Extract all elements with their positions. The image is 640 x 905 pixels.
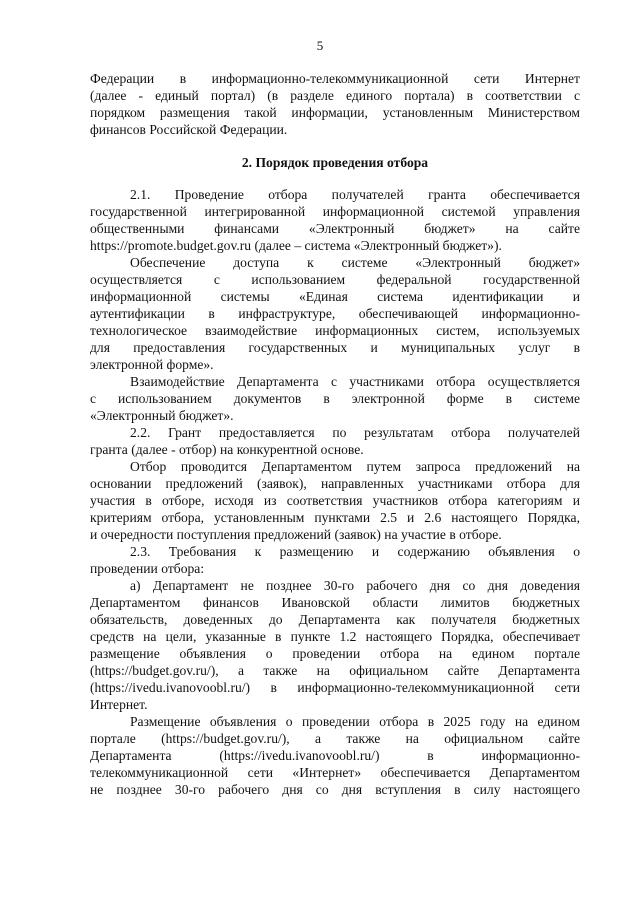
paragraph-2025: [90, 713, 580, 798]
text-line: аутентификации в инфраструктуре, обеспечивающей информационно-: [90, 306, 580, 321]
text-line: гранта (далее - отбор) на конкурентной основе.: [90, 442, 364, 457]
section-heading: 2. Порядок проведения отбора: [241, 155, 429, 170]
text-line: информационной системы «Единая система идентификации и: [90, 289, 580, 304]
text-line: государственной интегрированной информационной системой управления: [90, 204, 580, 219]
text-line: осуществляется с использованием федеральной государственной: [90, 272, 580, 287]
paragraph-continuation: [90, 70, 580, 138]
text-line: обязательств, доведенных до Департамента как получателя бюджетных: [90, 612, 580, 627]
text-line: https://promote.budget.gov.ru (далее – система «Электронный бюджет»).: [90, 238, 502, 253]
paragraph-interaction: [90, 373, 580, 424]
text-line: 2.3. Требования к размещению и содержанию объявления о: [130, 544, 580, 559]
page-number: 5: [316, 38, 324, 53]
paragraph-2-3-a: [90, 577, 580, 713]
text-line: Интернет.: [90, 697, 148, 712]
text-line: телекоммуникационной сети «Интернет» обеспечивается Департаментом: [90, 765, 580, 780]
text-line: Обеспечение доступа к системе «Электронный бюджет»: [130, 255, 580, 270]
text-line: не позднее 30-го рабочего дня со дня вступления в силу настоящего: [90, 782, 580, 797]
text-line: Департамента (https://ivedu.ivanovoobl.ru/) в информационно-: [90, 748, 580, 763]
text-line: (https://ivedu.ivanovoobl.ru/) в информационно-телекоммуникационной сети: [90, 680, 580, 695]
text-line: Департаментом финансов Ивановской области лимитов бюджетных: [90, 595, 580, 610]
text-line: основании предложений (заявок), направленных участниками отбора для: [90, 476, 580, 491]
paragraph-2-1: [90, 186, 580, 254]
text-line: финансов Российской Федерации.: [90, 122, 288, 137]
text-line: для предоставления государственных и муниципальных услуг в: [90, 340, 580, 355]
text-line: общественными финансами «Электронный бюджет» на сайте: [90, 221, 580, 236]
paragraph-2-3: [90, 543, 580, 577]
text-line: Размещение объявления о проведении отбора в 2025 году на едином: [130, 714, 580, 729]
document-body: [90, 70, 580, 798]
text-line: Взаимодействие Департамента с участниками отбора осуществляется: [130, 374, 580, 389]
text-line: портале (https://budget.gov.ru/), а также на официальном сайте: [90, 731, 580, 746]
text-line: технологическое взаимодействие информационных систем, используемых: [90, 323, 580, 338]
text-line: с использованием документов в электронной форме в системе: [90, 391, 580, 406]
text-line: Отбор проводится Департаментом путем запроса предложений на: [130, 459, 580, 474]
text-line: порядком размещения такой информации, установленным Министерством: [90, 105, 580, 120]
paragraph-2-2: [90, 424, 580, 458]
text-line: «Электронный бюджет».: [90, 408, 234, 423]
text-line: участия в отборе, исходя из соответствия участников отбора категориям и: [90, 493, 580, 508]
text-line: 2.2. Грант предоставляется по результатам отбора получателей: [130, 425, 580, 440]
text-line: средств на цели, указанные в пункте 1.2 настоящего Порядка, обеспечивает: [90, 629, 580, 644]
text-line: критериям отбора, установленным пунктами 2.5 и 2.6 настоящего Порядка,: [90, 510, 580, 525]
paragraph-access: [90, 254, 580, 373]
text-line: (далее - единый портал) (в разделе единого портала) в соответствии с: [90, 88, 580, 103]
text-line: электронной форме».: [90, 357, 214, 372]
text-line: а) Департамент не позднее 30-го рабочего дня со дня доведения: [130, 578, 580, 593]
text-line: размещение объявления о проведении отбора на едином портале: [90, 646, 580, 661]
text-line: 2.1. Проведение отбора получателей гранта обеспечивается: [130, 187, 580, 202]
text-line: Федерации в информационно-телекоммуникационной сети Интернет: [90, 71, 580, 86]
text-line: проведении отбора:: [90, 561, 205, 576]
paragraph-selection: [90, 458, 580, 543]
text-line: (https://budget.gov.ru/), а также на официальном сайте Департамента: [90, 663, 580, 678]
text-line: и очередности поступления предложений (заявок) на участие в отборе.: [90, 527, 502, 542]
